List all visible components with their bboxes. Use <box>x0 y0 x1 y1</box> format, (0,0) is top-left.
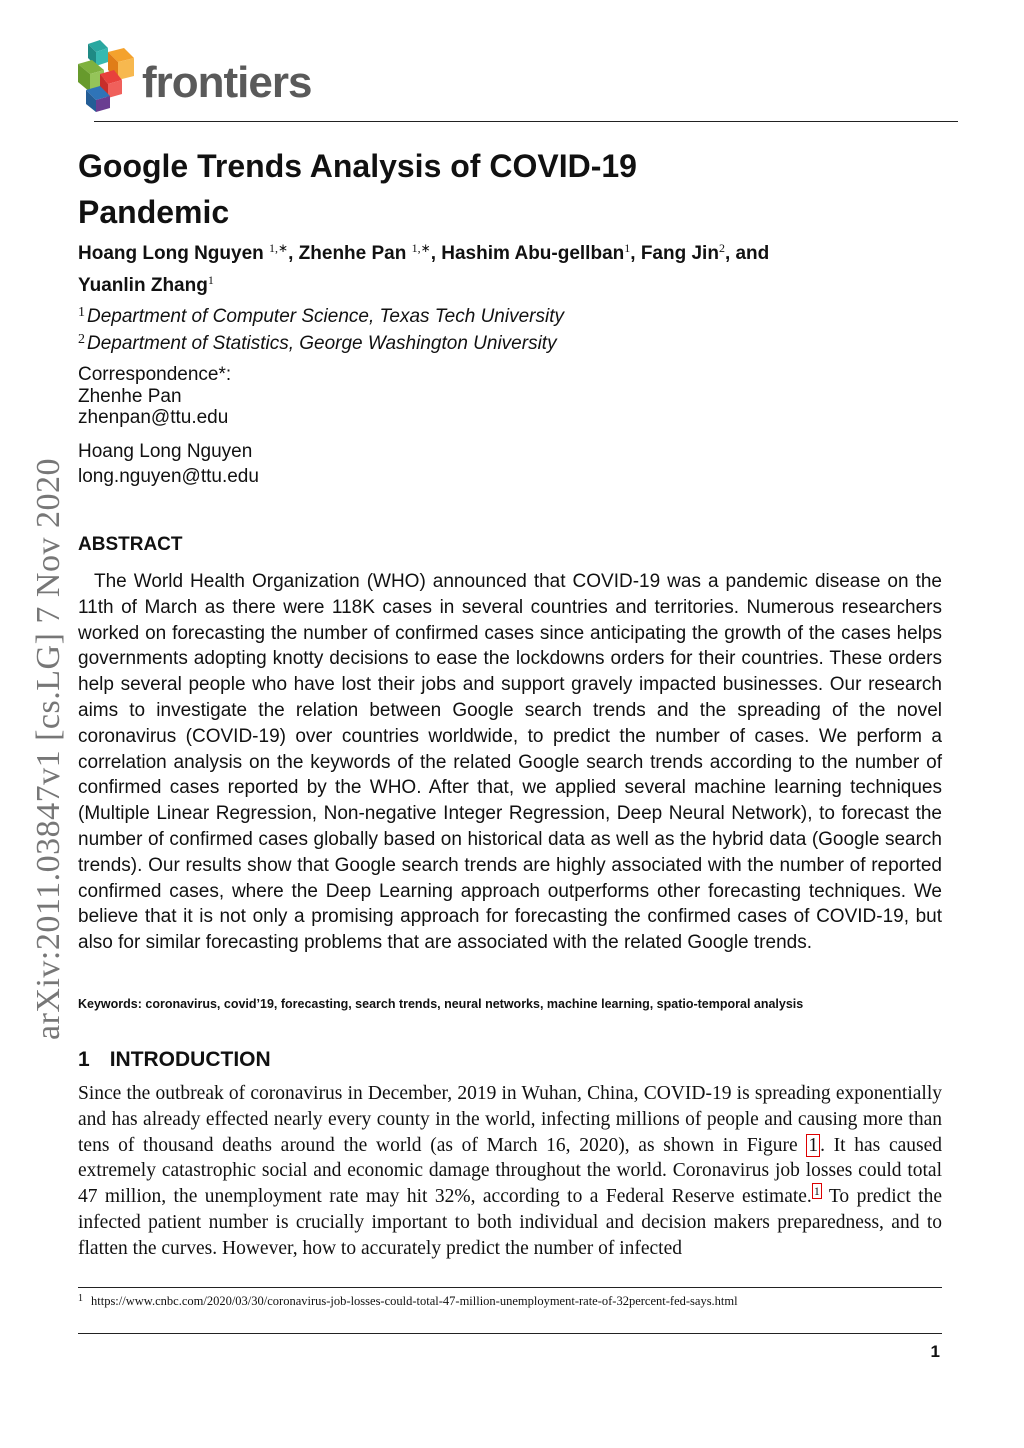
footer-rule <box>78 1333 942 1334</box>
author-affiliation-marker: 1,∗ <box>269 241 289 255</box>
intro-text-part: Since the outbreak of coronavirus in December, 2019 in Wuhan, China, COVID-19 is spreading exponentially and has already effected nearly every county in the world, infecting millions of people and causing more than tens of thousand deaths around the world (as of March 16, 2020), as shown in Figure <box>78 1083 942 1156</box>
author-affiliation-marker: 1 <box>207 273 214 287</box>
correspondence-name: Hoang Long Nguyen <box>78 441 253 462</box>
section-number: 1 <box>78 1048 90 1071</box>
correspondence-name: Zhenhe Pan <box>78 385 182 407</box>
section-heading-introduction <box>78 1048 271 1072</box>
intro-text-part: . It has caused extremely catastrophic social and economic damage throughout the world. Coronavirus job losses could total 47 million, the unemployment rate may hit 32%, according to a Federal Reserve estimate. <box>78 1134 942 1208</box>
author-name: Hashim Abu-gellban <box>441 243 625 264</box>
author-affiliation-marker: 1 <box>624 241 631 255</box>
footnote-rule <box>78 1287 942 1288</box>
affiliation-list <box>78 303 564 357</box>
correspondence-label: Correspondence*: <box>78 364 232 385</box>
paper-title: Google Trends Analysis of COVID-19 Pandemic <box>78 148 637 230</box>
footnote-url[interactable]: https://www.cnbc.com/2020/03/30/coronavirus-job-losses-could-total-47-million-unemployment-rate-of-32percent-fed-says.html <box>91 1294 738 1308</box>
keywords-line: Keywords: coronavirus, covid’19, forecasting, search trends, neural networks, machine learning, spatio-temporal analysis <box>78 997 804 1011</box>
page-number: 1 <box>930 1342 940 1361</box>
abstract-text: The World Health Organization (WHO) announced that COVID-19 was a pandemic disease on the 11th of March as there were 118K cases in several countries and territories. Numerous researchers worked on forecasting the number of confirmed cases since anticipating the growth of the cases helps governments adopting knotty decisions to ease the lockdowns orders for their countries. These orders help several people who have lost their jobs and support gravely impacted businesses. Our research aims to investigate the relation between Google search trends and the spreading of the novel coronavirus (COVID-19) over countries worldwide, to predict the number of cases. We perform a correlation analysis on the keywords of the related Google search trends according to the number of confirmed cases reported by the WHO. After that, we applied several machine learning techniques (Multiple Linear Regression, Non-negative Integer Regression, Deep Neural Network), to forecast the number of confirmed cases globally based on historical data as well as the hybrid data (Google search trends). Our results show that Google search trends are highly associated with the number of reported confirmed cases, where the Deep Learning approach outperforms other forecasting techniques. We believe that it is not only a promising approach for forecasting the confirmed cases of COVID-19, but also for similar forecasting problems that are associated with the related Google trends. <box>78 571 942 954</box>
figure-reference-link[interactable]: 1 <box>808 1134 819 1156</box>
abstract-heading: ABSTRACT <box>78 534 183 555</box>
intro-text-part: To predict the infected patient number is crucially important to both individual and decision makers preparedness, and to flatten the curves. However, how to accurately predict the number of infected <box>78 1186 942 1259</box>
frontiers-wordmark: frontiers <box>142 58 312 107</box>
section-title: INTRODUCTION <box>109 1048 271 1071</box>
introduction-paragraph <box>78 1081 942 1262</box>
footnote-number: 1 <box>78 1293 83 1304</box>
correspondence-email[interactable]: long.nguyen@ttu.edu <box>78 466 259 487</box>
correspondence-block-secondary <box>78 439 259 489</box>
affiliation-item <box>78 303 564 330</box>
author-name: Yuanlin Zhang <box>78 275 208 296</box>
author-name: Fang Jin <box>640 243 719 264</box>
affiliation-text: Department of Computer Science, Texas Tech University <box>87 306 564 327</box>
correspondence-block <box>78 364 231 429</box>
author-affiliation-marker: 2 <box>718 241 725 255</box>
author-name: Zhenhe Pan <box>298 243 407 264</box>
author-list <box>78 238 938 302</box>
author-affiliation-marker: 1,∗ <box>411 241 431 255</box>
affiliation-text: Department of Statistics, George Washington University <box>87 333 557 354</box>
footnote-reference-link[interactable]: 1 <box>813 1184 820 1199</box>
affiliation-number: 1 <box>78 305 85 320</box>
correspondence-email[interactable]: zhenpan@ttu.edu <box>78 407 229 428</box>
author-separator: , <box>288 243 299 264</box>
author-separator: , <box>430 243 442 264</box>
affiliation-item <box>78 330 564 357</box>
author-conjunction: , and <box>724 243 770 264</box>
footnote <box>78 1293 738 1309</box>
arxiv-stamp: arXiv:2011.03847v1 [cs.LG] 7 Nov 2020 <box>30 458 67 1040</box>
author-separator: , <box>630 243 641 264</box>
header-rule <box>94 121 958 122</box>
author-name: Hoang Long Nguyen <box>78 243 264 264</box>
affiliation-number: 2 <box>78 332 85 347</box>
